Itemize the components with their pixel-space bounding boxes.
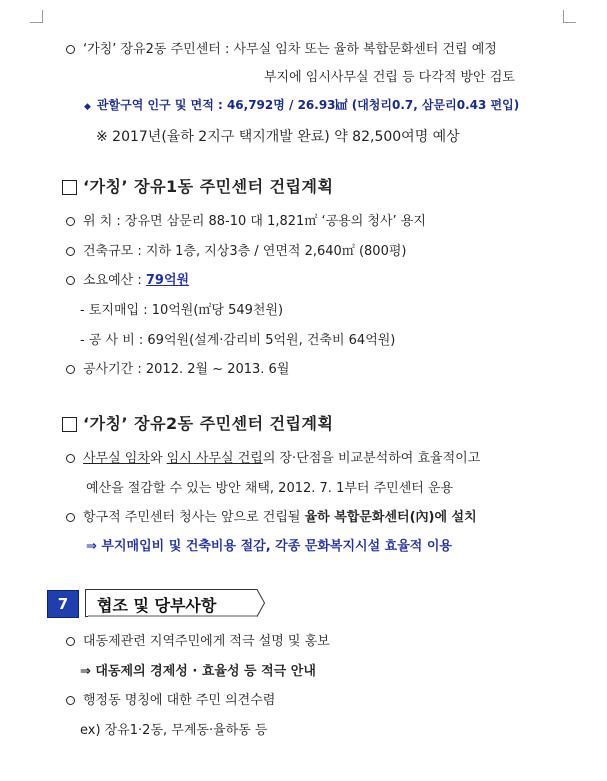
page-corner-mark (30, 10, 43, 23)
cost-saving-result: ⇒ 부지매입비 및 건축비용 절감, 각종 문화복지시설 효율적 이용 (86, 539, 452, 554)
page-corner-mark (563, 10, 576, 23)
construction-cost-line: - 공 사 비 : 69억원(설계·감리비 5억원, 건축비 64억원) (80, 333, 396, 348)
section-number-badge: 7 (47, 590, 79, 618)
circle-bullet-icon (66, 365, 75, 374)
square-bullet-icon (62, 180, 77, 195)
jangyu2-plan-line-cont: 부지에 임시사무실 건립 등 다각적 방안 검토 (264, 70, 515, 85)
section-title: 협조 및 당부사항 (97, 596, 217, 615)
circle-bullet-icon (66, 513, 75, 522)
budget-total: 79억원 (145, 273, 190, 288)
comparison-paragraph-cont: 예산을 절감할 수 있는 방안 채택, 2012. 7. 1부터 주민센터 운용 (86, 481, 454, 496)
opinion-item: 행정동 명칭에 대한 주민 의견수렴 (66, 689, 275, 708)
jangyu2-plan-line: ‘가칭’ 장유2동 주민센터 : 사무실 임차 또는 율하 복합문화센터 건립 예정 (66, 38, 497, 57)
circle-bullet-icon (66, 247, 75, 256)
diamond-bullet-icon: ◆ (84, 102, 91, 112)
section-heading: ‘가칭’ 장유1동 주민센터 건립계획 (62, 174, 333, 197)
permanent-office-line: 항구적 주민센터 청사는 앞으로 건립될 율하 복합문화센터(內)에 설치 (66, 506, 477, 525)
jurisdiction-stats: ◆ 관할구역 인구 및 면적 : 46,792명 / 26.93㎢ (대청리0.7, 삼문리0.43 편입) (84, 98, 520, 112)
population-forecast-note: ※ 2017년(율하 2지구 택지개발 완료) 약 82,500여명 예상 (96, 129, 460, 145)
circle-bullet-icon (66, 637, 75, 646)
building-scale: 건축규모 : 지하 1층, 지상3층 / 연면적 2,640㎡ (800평) (66, 240, 406, 259)
budget-line: 소요예산 : 79억원 (66, 269, 189, 288)
square-bullet-icon (62, 417, 77, 432)
section-heading: ‘가칭’ 장유2동 주민센터 건립계획 (62, 411, 333, 434)
publicity-subitem: ⇒ 대동제의 경제성 · 효율성 등 적극 안내 (80, 664, 316, 679)
comparison-paragraph: 사무실 임차와 임시 사무실 건립의 장·단점을 비교분석하여 효율적이고 (66, 447, 480, 466)
section-title-box (85, 589, 265, 617)
site-location: 위 치 : 장유면 삼문리 88-10 대 1,821㎡ ‘공용의 청사’ 용지 (66, 210, 426, 229)
circle-bullet-icon (66, 696, 75, 705)
circle-bullet-icon (66, 217, 75, 226)
construction-period: 공사기간 : 2012. 2월 ~ 2013. 6월 (66, 358, 289, 377)
land-purchase-line: - 토지매입 : 10억원(㎡당 549천원) (80, 303, 284, 318)
circle-bullet-icon (66, 45, 75, 54)
opinion-example: ex) 장유1·2동, 무계동·율하동 등 (80, 723, 268, 738)
circle-bullet-icon (66, 276, 75, 285)
publicity-item: 대동제관련 지역주민에게 적극 설명 및 홍보 (66, 630, 330, 649)
circle-bullet-icon (66, 454, 75, 463)
